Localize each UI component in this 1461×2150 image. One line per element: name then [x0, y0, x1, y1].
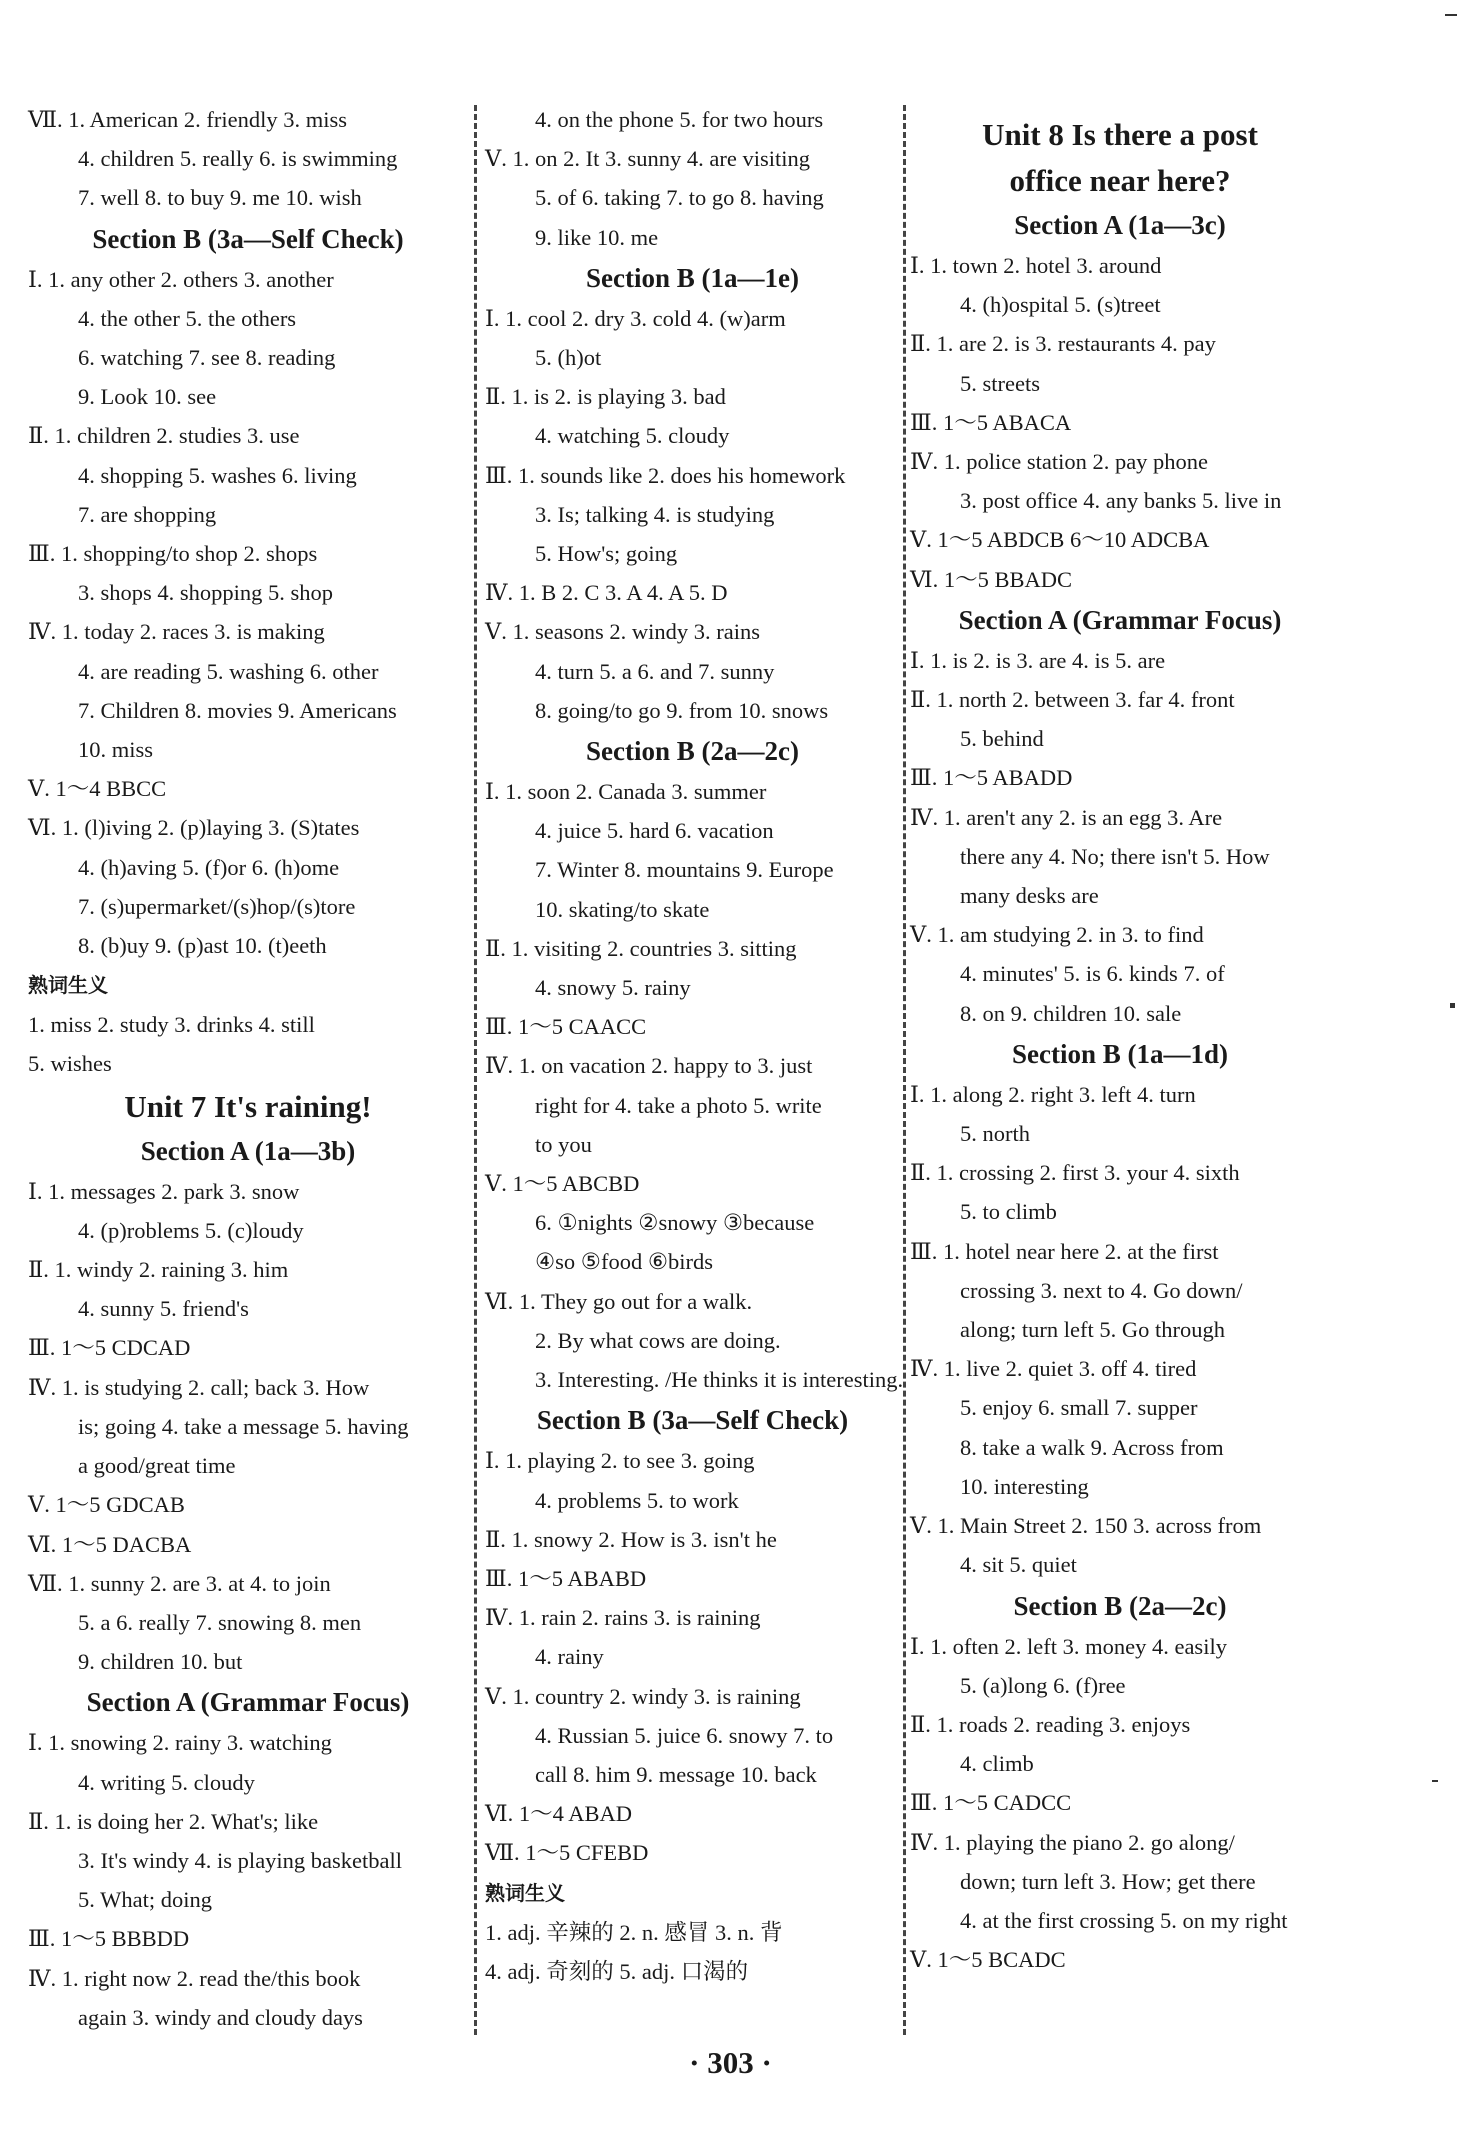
answer-line: Ⅴ. 1. country 2. windy 3. is raining [485, 1683, 801, 1709]
answer-line: Ⅰ. 1. often 2. left 3. money 4. easily [910, 1633, 1227, 1659]
margin-mark-top [1445, 14, 1457, 16]
answer-line: 5. behind [960, 726, 1044, 752]
answer-block [485, 100, 900, 257]
answer-column-2 [485, 100, 904, 1991]
answer-line: Ⅵ. 1～5 BBADC [910, 566, 1073, 592]
answer-line: 7. Children 8. movies 9. Americans [78, 697, 397, 723]
answer-line: call 8. him 9. message 10. back [535, 1761, 817, 1787]
answer-line: Ⅲ. 1～5 CAACC [485, 1014, 647, 1040]
answer-line: Ⅰ. 1. any other 2. others 3. another [28, 266, 334, 292]
answer-line: 5. to climb [960, 1199, 1057, 1225]
answer-line: Ⅰ. 1. is 2. is 3. are 4. is 5. are [910, 647, 1166, 673]
answer-line: 3. Interesting. /He thinks it is interesting. [535, 1367, 904, 1393]
answer-line: 4. on the phone 5. for two hours [535, 107, 824, 132]
answer-column-3 [910, 112, 1330, 1979]
answer-line: 8. take a walk 9. Across from [960, 1434, 1224, 1460]
answer-line: Ⅳ. 1. is studying 2. call; back 3. How [28, 1374, 370, 1400]
answer-line: 1. adj. 辛辣的 2. n. 感冒 3. n. 背 [485, 1919, 783, 1945]
answer-line: Ⅱ. 1. snowy 2. How is 3. isn't he [485, 1526, 777, 1552]
answer-line: crossing 3. next to 4. Go down/ [960, 1277, 1243, 1303]
answer-line: 4. watching 5. cloudy [535, 423, 730, 449]
answer-line: 5. north [960, 1121, 1030, 1147]
answer-line: 1. miss 2. study 3. drinks 4. still [28, 1012, 315, 1038]
answer-line: is; going 4. take a message 5. having [78, 1413, 409, 1439]
answer-line: 4. snowy 5. rainy [535, 975, 691, 1001]
section-heading: Section B (1a—1d) [1012, 1038, 1228, 1069]
answer-block [28, 1723, 468, 2037]
answer-line: many desks are [960, 883, 1099, 909]
answer-line: Ⅲ. 1. hotel near here 2. at the first [910, 1238, 1219, 1264]
vocab-heading: 熟词生义 [28, 973, 108, 998]
answer-line: Ⅱ. 1. crossing 2. first 3. your 4. sixth [910, 1160, 1240, 1186]
answer-line: Ⅲ. 1～5 ABABD [485, 1565, 647, 1591]
answer-line: ④so ⑤food ⑥birds [535, 1249, 714, 1275]
answer-line: 5. (a)long 6. (f)ree [960, 1672, 1126, 1698]
section-heading: Section B (3a—Self Check) [92, 223, 404, 254]
answer-line: 4. children 5. really 6. is swimming [78, 146, 398, 172]
answer-line: Ⅳ. 1. B 2. C 3. A 4. A 5. D [485, 580, 728, 606]
answer-line: Ⅴ. 1. am studying 2. in 3. to find [910, 922, 1204, 948]
answer-line: 4. (h)ospital 5. (s)treet [960, 292, 1161, 318]
answer-line: Ⅱ. 1. roads 2. reading 3. enjoys [910, 1711, 1191, 1737]
answer-line: Ⅵ. 1. They go out for a walk. [485, 1288, 753, 1314]
answer-line: Ⅴ. 1～5 ABCBD [485, 1171, 640, 1197]
answer-line: Ⅲ. 1～5 BBBDD [28, 1926, 190, 1952]
answer-block [28, 100, 468, 218]
answer-line: 4. minutes' 5. is 6. kinds 7. of [960, 961, 1225, 987]
answer-line: 3. post office 4. any banks 5. live in [960, 488, 1282, 514]
answer-line: 10. interesting [960, 1473, 1089, 1499]
answer-line: 4. Russian 5. juice 6. snowy 7. to [535, 1722, 834, 1748]
answer-line: 4. climb [960, 1751, 1034, 1777]
answer-block [910, 246, 1330, 599]
answer-line: 5. enjoy 6. small 7. supper [960, 1395, 1198, 1421]
answer-line: 2. By what cows are doing. [535, 1327, 781, 1353]
answer-column-1 [28, 100, 468, 2037]
answer-line: 4. adj. 奇刻的 5. adj. 口渴的 [485, 1958, 749, 1984]
answer-line: 10. miss [78, 737, 154, 763]
answer-line: Ⅳ. 1. playing the piano 2. go along/ [910, 1829, 1235, 1855]
answer-line: Ⅶ. 1. sunny 2. are 3. at 4. to join [28, 1570, 331, 1596]
answer-line: 9. children 10. but [78, 1649, 243, 1675]
answer-line: there any 4. No; there isn't 5. How [960, 843, 1270, 869]
answer-line: 7. well 8. to buy 9. me 10. wish [78, 185, 362, 211]
answer-line: to you [535, 1131, 592, 1157]
section-heading: Section B (2a—2c) [586, 736, 799, 767]
answer-line: Ⅴ. 1～4 BBCC [28, 776, 167, 802]
answer-block [485, 772, 904, 1399]
answer-line: Ⅴ. 1～5 ABDCB 6～10 ADCBA [910, 527, 1210, 553]
answer-block [910, 641, 1330, 1033]
page-number-dot: · [689, 2045, 700, 2080]
answer-block [28, 1172, 468, 1682]
answer-line: Ⅲ. 1～5 CDCAD [28, 1335, 191, 1361]
answer-line: Ⅳ. 1. police station 2. pay phone [910, 449, 1209, 475]
section-heading: Section B (1a—1e) [586, 262, 799, 293]
answer-line: Ⅰ. 1. cool 2. dry 3. cold 4. (w)arm [485, 305, 786, 331]
answer-line: 4. (p)roblems 5. (c)loudy [78, 1217, 304, 1243]
answer-line: along; turn left 5. Go through [960, 1317, 1225, 1343]
answer-line: Ⅱ. 1. visiting 2. countries 3. sitting [485, 935, 797, 961]
unit-title: Unit 8 Is there a post [982, 117, 1258, 152]
page-number [0, 2045, 1461, 2081]
answer-line: 3. Is; talking 4. is studying [535, 501, 775, 527]
answer-line: 4. problems 5. to work [535, 1487, 739, 1513]
answer-line: 4. (h)aving 5. (f)or 6. (h)ome [78, 854, 340, 880]
answer-line: 8. on 9. children 10. sale [960, 1000, 1182, 1026]
answer-line: 5. a 6. really 7. snowing 8. men [78, 1609, 362, 1635]
answer-block [28, 1005, 468, 1083]
answer-line: Ⅴ. 1. seasons 2. windy 3. rains [485, 619, 760, 645]
page-number-text: 303 [707, 2045, 754, 2080]
answer-line: 3. shops 4. shopping 5. shop [78, 580, 334, 606]
section-heading: Section A (1a—3b) [140, 1135, 356, 1166]
answer-line: 5. How's; going [535, 541, 678, 567]
answer-line: Ⅳ. 1. today 2. races 3. is making [28, 619, 325, 645]
answer-line: Ⅱ. 1. is doing her 2. What's; like [28, 1808, 319, 1834]
answer-line: 6. watching 7. see 8. reading [78, 345, 336, 371]
answer-line: Ⅰ. 1. snowing 2. rainy 3. watching [28, 1730, 332, 1756]
answer-line: Ⅶ. 1. American 2. friendly 3. miss [28, 107, 347, 132]
answer-line: 5. of 6. taking 7. to go 8. having [535, 185, 824, 211]
answer-block [485, 1913, 900, 1991]
answer-line: Ⅵ. 1. (l)iving 2. (p)laying 3. (S)tates [28, 815, 360, 841]
answer-line: Ⅲ. 1～5 CADCC [910, 1790, 1072, 1816]
answer-block [485, 1441, 900, 1872]
answer-line: 9. like 10. me [535, 224, 659, 250]
unit-title: Unit 7 It's raining! [124, 1088, 372, 1124]
answer-line: Ⅳ. 1. rain 2. rains 3. is raining [485, 1605, 761, 1631]
section-heading: Section B (3a—Self Check) [536, 1405, 849, 1436]
answer-line: 7. are shopping [78, 501, 217, 527]
answer-line: 4. juice 5. hard 6. vacation [535, 818, 774, 844]
answer-line: Ⅴ. 1. Main Street 2. 150 3. across from [910, 1513, 1262, 1539]
answer-line: Ⅲ. 1～5 ABACA [910, 409, 1072, 435]
answer-line: Ⅵ. 1～4 ABAD [485, 1801, 633, 1827]
answer-line: 5. streets [960, 370, 1040, 396]
answer-line: Ⅲ. 1～5 ABADD [910, 765, 1073, 791]
page-number-dot: · [761, 2045, 772, 2080]
answer-line: 4. shopping 5. washes 6. living [78, 462, 357, 488]
answer-line: Ⅱ. 1. is 2. is playing 3. bad [485, 384, 726, 410]
answer-line: Ⅰ. 1. messages 2. park 3. snow [28, 1178, 300, 1204]
column-divider-right [903, 105, 906, 2035]
answer-line: 6. ①nights ②snowy ③because [535, 1210, 815, 1236]
margin-mark-mid [1450, 1003, 1455, 1008]
answer-line: 5. wishes [28, 1051, 112, 1077]
answer-line: 9. Look 10. see [78, 384, 217, 410]
answer-line: 4. writing 5. cloudy [78, 1769, 255, 1795]
answer-line: Ⅱ. 1. windy 2. raining 3. him [28, 1257, 289, 1283]
answer-line: Ⅰ. 1. along 2. right 3. left 4. turn [910, 1081, 1196, 1107]
answer-line: right for 4. take a photo 5. write [535, 1092, 822, 1118]
column-divider-left [474, 105, 477, 2035]
answer-line: 7. Winter 8. mountains 9. Europe [535, 857, 834, 883]
answer-line: Ⅰ. 1. playing 2. to see 3. going [485, 1448, 755, 1474]
margin-mark-low [1432, 1780, 1438, 1782]
answer-line: 4. sit 5. quiet [960, 1552, 1077, 1578]
answer-line: Ⅱ. 1. north 2. between 3. far 4. front [910, 687, 1235, 713]
section-heading: Section B (2a—2c) [1013, 1590, 1227, 1621]
unit-title-continued: office near here? [1009, 163, 1231, 198]
answer-line: 4. are reading 5. washing 6. other [78, 658, 379, 684]
answer-line: 5. What; doing [78, 1887, 212, 1913]
answer-block [485, 299, 900, 730]
answer-line: 4. rainy [535, 1644, 604, 1670]
answer-line: Ⅴ. 1～5 GDCAB [28, 1492, 185, 1518]
answer-line: 4. turn 5. a 6. and 7. sunny [535, 658, 775, 684]
answer-line: Ⅰ. 1. soon 2. Canada 3. summer [485, 779, 767, 805]
answer-line: Ⅶ. 1～5 CFEBD [485, 1840, 649, 1866]
answer-block [910, 1627, 1330, 1980]
answer-line: Ⅲ. 1. sounds like 2. does his homework [485, 462, 846, 488]
answer-block [910, 1075, 1330, 1585]
answer-line: Ⅳ. 1. live 2. quiet 3. off 4. tired [910, 1356, 1197, 1382]
section-heading: Section A (Grammar Focus) [958, 604, 1282, 635]
answer-line: Ⅴ. 1～5 BCADC [910, 1947, 1066, 1973]
answer-line: Ⅰ. 1. town 2. hotel 3. around [910, 253, 1162, 278]
answer-line: 5. (h)ot [535, 345, 602, 371]
answer-line: again 3. windy and cloudy days [78, 2004, 363, 2030]
answer-line: 8. (b)uy 9. (p)ast 10. (t)eeth [78, 933, 327, 959]
section-heading: Section A (1a—3c) [1014, 210, 1226, 240]
answer-line: Ⅴ. 1. on 2. It 3. sunny 4. are visiting [485, 146, 810, 172]
section-heading: Section A (Grammar Focus) [86, 1687, 410, 1718]
answer-line: Ⅳ. 1. on vacation 2. happy to 3. just [485, 1053, 813, 1079]
answer-line: Ⅲ. 1. shopping/to shop 2. shops [28, 541, 318, 567]
answer-line: 3. It's windy 4. is playing basketball [78, 1847, 403, 1873]
answer-line: 7. (s)upermarket/(s)hop/(s)tore [78, 893, 356, 919]
answer-line: 4. at the first crossing 5. on my right [960, 1907, 1288, 1933]
answer-line: Ⅱ. 1. children 2. studies 3. use [28, 423, 300, 449]
answer-line: Ⅳ. 1. aren't any 2. is an egg 3. Are [910, 804, 1223, 830]
answer-line: Ⅱ. 1. are 2. is 3. restaurants 4. pay [910, 331, 1216, 357]
answer-block [28, 260, 468, 966]
answer-line: 10. skating/to skate [535, 896, 710, 922]
answer-line: Ⅳ. 1. right now 2. read the/this book [28, 1965, 361, 1991]
answer-line: 4. sunny 5. friend's [78, 1296, 249, 1322]
answer-line: 4. the other 5. the others [78, 305, 297, 331]
answer-line: 8. going/to go 9. from 10. snows [535, 697, 829, 723]
answer-line: Ⅵ. 1～5 DACBA [28, 1531, 192, 1557]
vocab-heading: 熟词生义 [485, 1880, 565, 1905]
answer-line: a good/great time [78, 1453, 236, 1479]
answer-line: down; turn left 3. How; get there [960, 1868, 1256, 1894]
